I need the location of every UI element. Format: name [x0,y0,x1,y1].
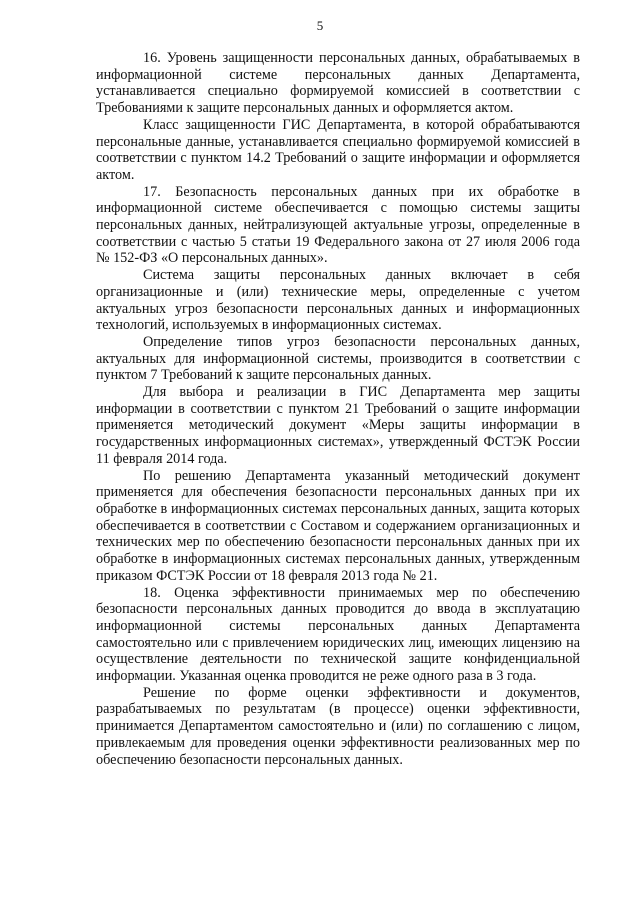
paragraph-18-effectiveness-assessment: 18. Оценка эффективности принимаемых мер по обеспечению безопасности персональных данных проводится до ввода в эксплуатацию информационной системы персональных данных Департамента самостоятельно или с привлечением юридических лиц, имеющих лицензию на осуществление деятельности по технической защите конфиденциальной информации. Указанная оценка проводится не реже одного раза в 3 года. [96,584,580,685]
page-number: 5 [316,18,324,33]
paragraph-threat-types: Определение типов угроз безопасности персональных данных, актуальных для информационной системы, производится в соответствии с пунктом 7 Требований к защите персональных данных. [96,333,580,384]
document-body [96,50,580,768]
paragraph-protection-system-measures: Система защиты персональных данных включает в себя организационные и (или) технические меры, определенные с учетом актуальных угроз безопасности персональных данных и информационных технологий, используемых в информационных системах. [96,267,580,334]
paragraph-gis-protection-class: Класс защищенности ГИС Департамента, в которой обрабатываются персональные данные, устанавливается специально формируемой комиссией в соответствии с пунктом 14.2 Требований о защите информации и оформляется актом. [96,116,580,183]
paragraph-gis-measures-selection: Для выбора и реализации в ГИС Департамента мер защиты информации в соответствии с пунктом 21 Требований о защите информации применяется методический документ «Меры защиты информации в государственных информационных системах», утвержденный ФСТЭК России 11 февраля 2014 года. [96,384,580,467]
paragraph-assessment-form-decision: Решение по форме оценки эффективности и документов, разрабатываемых по результатам (в процессе) оценки эффективности, принимается Департаментом самостоятельно и (или) по соглашению с лицом, привлекаемым для проведения оценки эффективности реализованных мер по обеспечению безопасности персональных данных. [96,684,580,768]
paragraph-16-protection-level: 16. Уровень защищенности персональных данных, обрабатываемых в информационной системе персональных данных Департамента, устанавливается специально формируемой комиссией в соответствии с Требованиями к защите персональных данных и оформляется актом. [96,50,580,117]
paragraph-department-decision: По решению Департамента указанный методический документ применяется для обеспечения безопасности персональных данных при их обработке в информационных системах персональных данных, защита которых обеспечивается в соответствии с Составом и содержанием организационных и технических мер по обеспечению безопасности персональных данных при их обработке в информационных системах персональных данных, утвержденным приказом ФСТЭК России от 18 февраля 2013 года № 21. [96,467,580,584]
paragraph-17-data-security: 17. Безопасность персональных данных при их обработке в информационной системе обеспечивается с помощью системы защиты персональных данных, нейтрализующей актуальные угрозы, определенные в соответствии с частью 5 статьи 19 Федерального закона от 27 июля 2006 года № 152-ФЗ «О персональных данных». [96,183,580,267]
